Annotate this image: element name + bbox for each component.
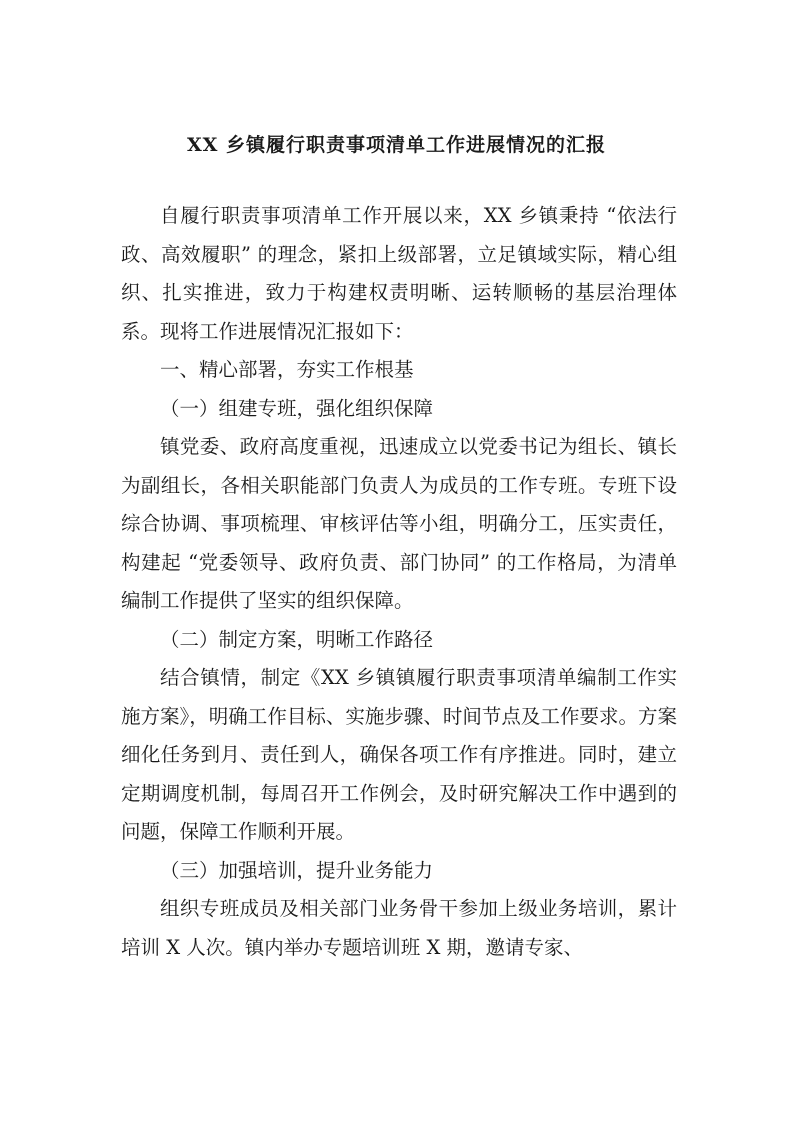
subsection-heading-3: （三）加强培训，提升业务能力 — [160, 858, 434, 882]
document-title: XX 乡镇履行职责事项清单工作进展情况的汇报 — [186, 134, 607, 156]
intro-paragraph: 自履行职责事项清单工作开展以来，XX 乡镇秉持 “依法行政、高效履职” 的理念，紧扣上级部署，立足镇域实际，精心组织、扎实推进，致力于构建权责明晰、运转顺畅的基层治理体系。现将工作进展情况汇报如下： — [121, 204, 677, 343]
paragraph-training: 组织专班成员及相关部门业务骨干参加上级业务培训，累计培训 X 人次。镇内举办专题培训班 X 期，邀请专家、 — [121, 897, 677, 959]
paragraph-team: 镇党委、政府高度重视，迅速成立以党委书记为组长、镇长为副组长，各相关职能部门负责人为成员的工作专班。专班下设综合协调、事项梳理、审核评估等小组，明确分工，压实责任，构建起 “党委领导、政府负责、部门协同” 的工作格局，为清单编制工作提供了坚实的组织保障。 — [121, 435, 677, 612]
subsection-heading-1: （一）组建专班，强化组织保障 — [160, 396, 434, 420]
document-body — [121, 197, 677, 967]
paragraph-plan: 结合镇情，制定《XX 乡镇镇履行职责事项清单编制工作实施方案》，明确工作目标、实施步骤、时间节点及工作要求。方案细化任务到月、责任到人，确保各项工作有序推进。同时，建立定期调度机制，每周召开工作例会，及时研究解决工作中遇到的问题，保障工作顺利开展。 — [121, 666, 677, 843]
subsection-heading-2: （二）制定方案，明晰工作路径 — [160, 627, 434, 651]
section-heading-1: 一、精心部署，夯实工作根基 — [160, 358, 414, 381]
